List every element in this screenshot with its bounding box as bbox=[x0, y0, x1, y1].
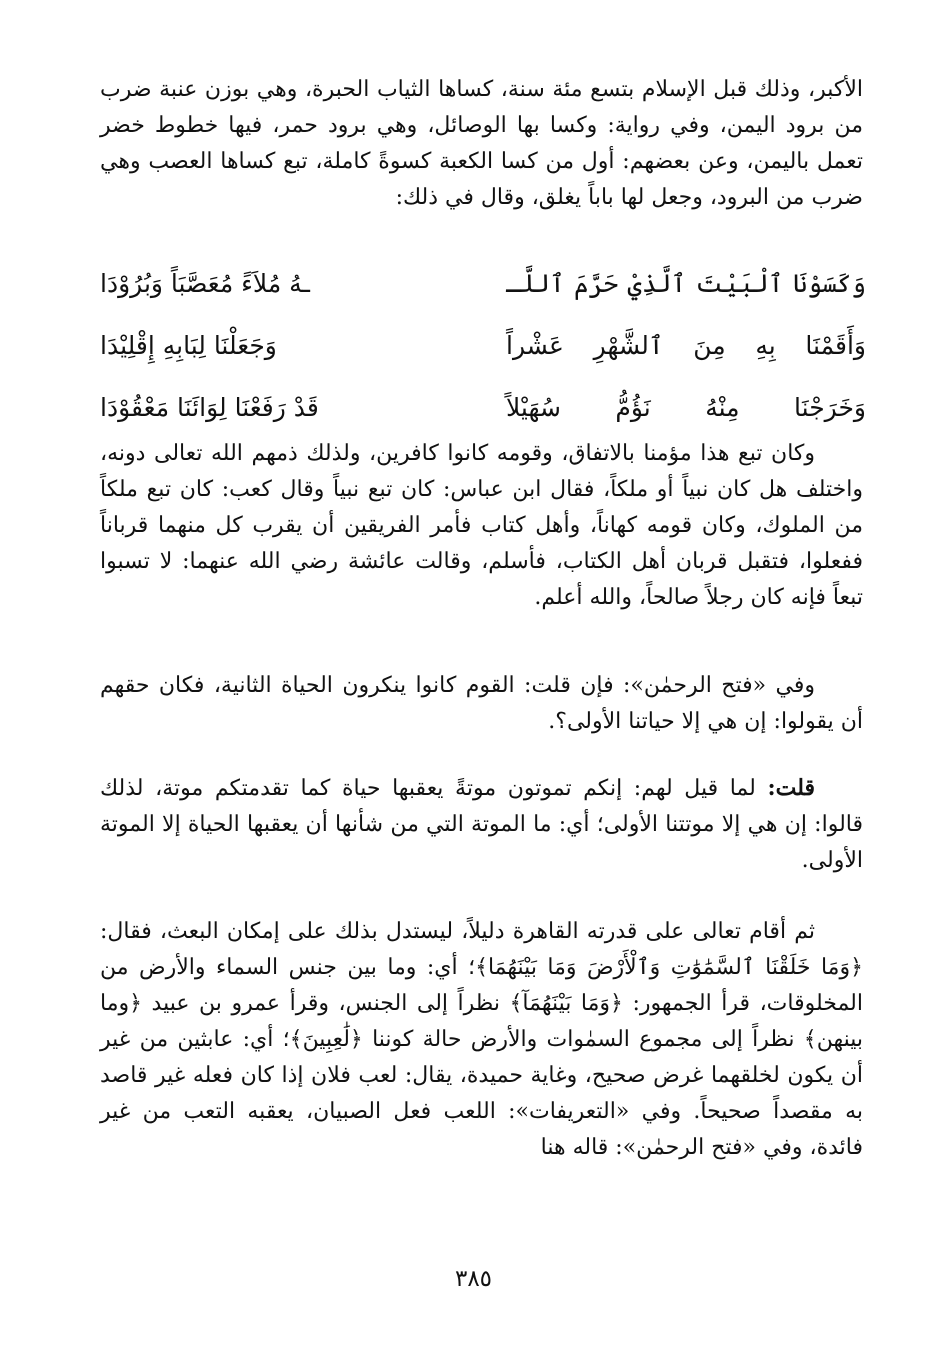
paragraph-tubba bbox=[100, 436, 863, 616]
poem-hemistich-second: ـهُ مُلاَءً مُعَصَّبَاً وَبُرُوْدَا bbox=[100, 268, 310, 298]
poem-hemistich-first: وَخَرَجْنَا مِنْهُ نَؤُمُّ سُهَيْلاً bbox=[506, 392, 866, 422]
poem-hemistich-first: وَكَسَوْنَا ٱلْبَيْتَ ٱلَّذِيْ حَرَّمَ ٱللَّـ bbox=[506, 268, 866, 298]
paragraph-tubba-text: وكان تبع هذا مؤمنا بالاتفاق، وقومه كانوا كافرين، ولذلك ذمهم الله تعالى دونه، واختلف هل كان نبياً أو ملكاً، فقال ابن عباس: كان تبع نبياً وقال كعب: كان تبع ملكاً من الملوك، وكان قومه كهاناً، وأهل كتاب فأمر الفريقين أن يقرب كل منهما قرباناً ففعلوا، فتقبل قربان أهل الكتاب، فأسلم، وقالت عائشة رضي الله عنهما: لا تسبوا تبعاً فإنه كان رجلاً صالحاً، والله أعلم. bbox=[100, 441, 863, 610]
paragraph-intro bbox=[100, 72, 863, 216]
poem-hemistich-second: قَدْ رَفَعْنَا لِوَائَنَا مَعْقُوْدَا bbox=[100, 392, 319, 422]
paragraph-final-text: ثم أقام تعالى على قدرته القاهرة دليلاً، ليستدل بذلك على إمكان البعث، فقال: ﴿وَمَا خَلَقْنَا ٱلسَّمَٰوَٰتِ وَٱلْأَرْضَ وَمَا بَيْنَهُمَا﴾؛ أي: وما بين جنس السماء والأرض من المخلوقات، قرأ الجمهور: ﴿وَمَا بَيْنَهُمَآ﴾ نظراً إلى الجنس، وقرأ عمرو بن عبيد ﴿وما بينهن﴾ نظراً إلى مجموع السمٰوات والأرض حالة كوننا ﴿لَٰعِبِينَ﴾؛ أي: عابثين من غير أن يكون لخلقهما غرض صحيح، وغاية حميدة، يقال: لعب فلان إذا كان فعله غير قاصد به مقصداً صحيحاً. وفي «التعريفات»: اللعب فعل الصبيان، يعقبه التعب من غير فائدة، وفي «فتح الرحمٰن»: قاله هنا bbox=[100, 919, 863, 1160]
page-number: ٣٨٥ bbox=[454, 1266, 493, 1292]
poem-hemistich-second: وَجَعَلْنَا لِبَابِهِ إِقْلِيْدَا bbox=[100, 330, 277, 360]
paragraph-intro-text: الأكبر، وذلك قبل الإسلام بتسع مئة سنة، كساها الثياب الحبرة، وهي بوزن عنبة ضرب من برود اليمن، وفي رواية: وكسا بها الوصائل، وهي برود حمر، فيها خطوط خضر تعمل باليمن، وعن بعضهم: أول من كسا الكعبة كسوةً كاملة، تبع كساها العصب وهي ضرب من البرود، وجعل لها باباً يغلق، وقال في ذلك: bbox=[100, 77, 863, 210]
paragraph-fath-text: وفي «فتح الرحمٰن»: فإن قلت: القوم كانوا ينكرون الحياة الثانية، فكان حقهم أن يقولوا: إن هي إلا حياتنا الأولى؟. bbox=[100, 673, 863, 734]
paragraph-fath bbox=[100, 668, 863, 740]
poem-hemistich-first: وَأَقَمْنَا بِهِ مِنَ ٱلشَّهْرِ عَشْراً bbox=[506, 330, 866, 360]
poem-verse bbox=[100, 376, 866, 438]
paragraph-qult bbox=[100, 770, 863, 879]
qult-body: لما قيل لهم: إنكم تموتون موتةً يعقبها حياة كما تقدمتكم موتة، لذلك قالوا: إن هي إلا موتتنا الأولى؛ أي: ما الموتة التي من شأنها أن يعقبها الحياة إلا الموتة الأولى. bbox=[100, 776, 863, 873]
paragraph-qult-text bbox=[100, 770, 863, 879]
poem-verse bbox=[100, 314, 866, 376]
poem bbox=[100, 252, 866, 438]
paragraph-final bbox=[100, 914, 863, 1166]
qult-label: قلت: bbox=[767, 775, 815, 801]
poem-verse bbox=[100, 252, 866, 314]
